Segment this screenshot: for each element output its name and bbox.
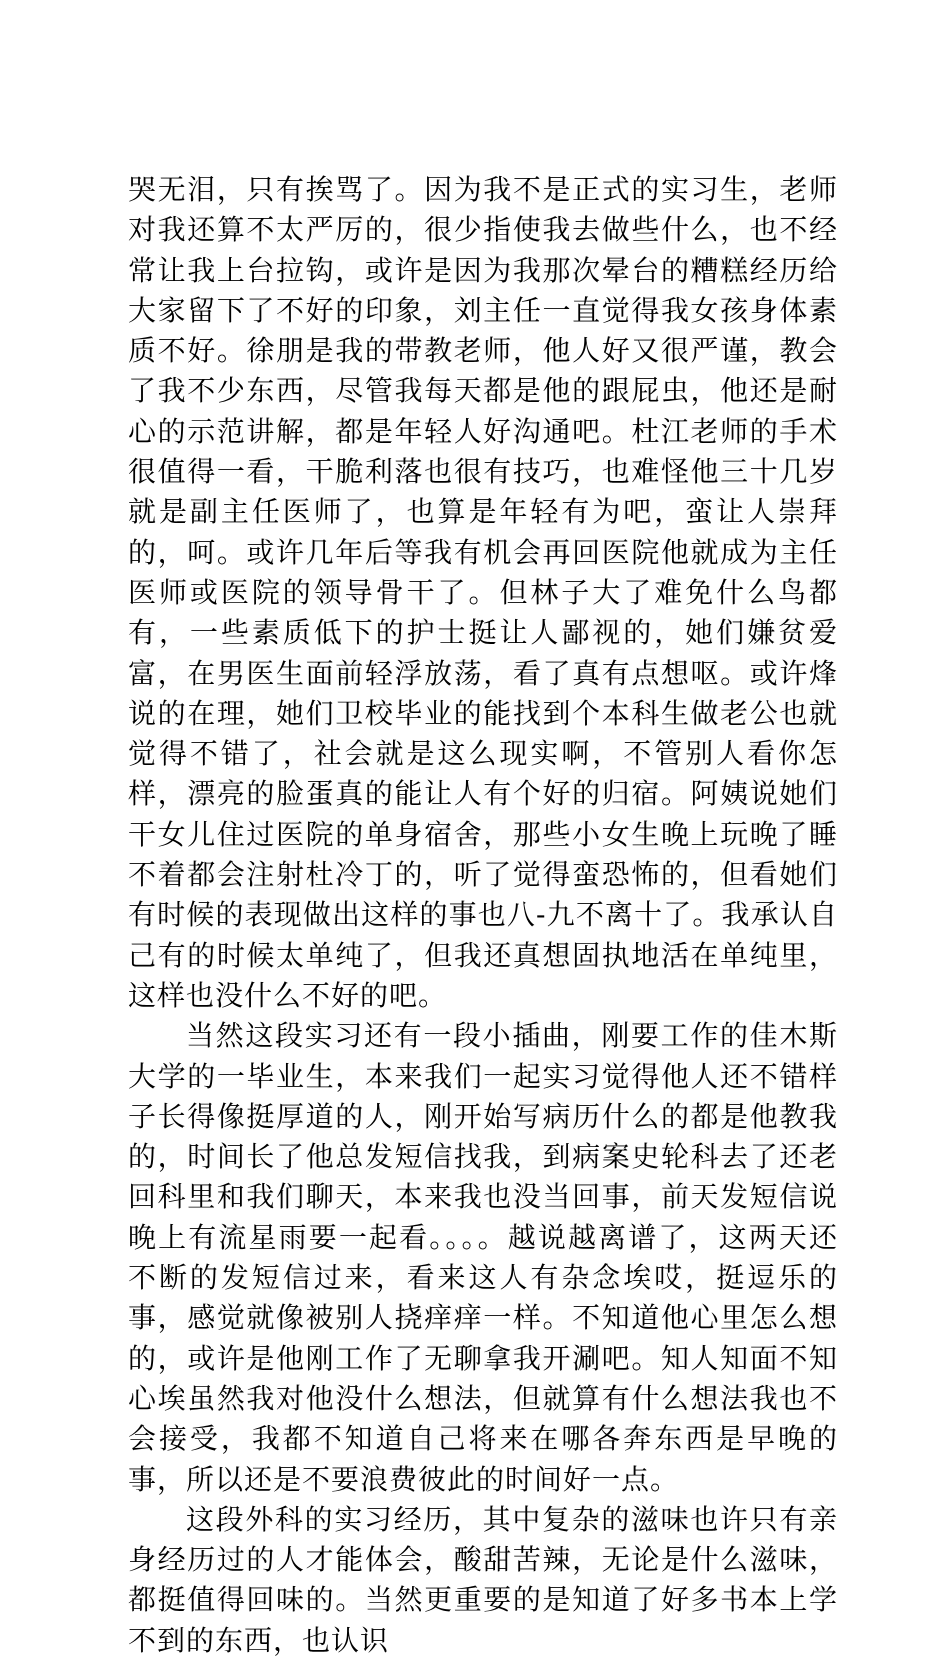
paragraph-1: 哭无泪，只有挨骂了。因为我不是正式的实习生，老师对我还算不太严厉的，很少指使我去做些什么，也不经常让我上台拉钩，或许是因为我那次晕台的糟糕经历给大家留下了不好的印象，刘主任一直觉得我女孩身体素质不好。徐朋是我的带教老师，他人好又很严谨，教会了我不少东西，尽管我每天都是他的跟屁虫，他还是耐心的示范讲解，都是年轻人好沟通吧。杜江老师的手术很值得一看，干脆利落也很有技巧，也难怪他三十几岁就是副主任医师了，也算是年轻有为吧，蛮让人崇拜的，呵。或许几年后等我有机会再回医院他就成为主任医师或医院的领导骨干了。但林子大了难免什么鸟都有，一些素质低下的护士挺让人鄙视的，她们嫌贫爱富，在男医生面前轻浮放荡，看了真有点想呕。或许烽说的在理，她们卫校毕业的能找到个本科生做老公也就觉得不错了，社会就是这么现实啊，不管别人看你怎样，漂亮的脸蛋真的能让人有个好的归宿。阿姨说她们干女儿住过医院的单身宿舍，那些小女生晚上玩晚了睡不着都会注射杜冷丁的，听了觉得蛮恐怖的，但看她们有时候的表现做出这样的事也八-九不离十了。我承认自己有的时候太单纯了，但我还真想固执地活在单纯里，这样也没什么不好的吧。 — [128, 173, 838, 1012]
paragraph-3: 这段外科的实习经历，其中复杂的滋味也许只有亲身经历过的人才能体会，酸甜苦辣，无论是什么滋味，都挺值得回味的。当然更重要的是知道了好多书本上学不到的东西，也认识 — [128, 1502, 838, 1657]
paragraph-2: 当然这段实习还有一段小插曲，刚要工作的佳木斯大学的一毕业生，本来我们一起实习觉得他人还不错样子长得像挺厚道的人，刚开始写病历什么的都是他教我的，时间长了他总发短信找我，到病案史轮科去了还老回科里和我们聊天，本来我也没当回事，前天发短信说晚上有流星雨要一起看。。。。越说越离谱了，这两天还不断的发短信过来，看来这人有杂念埃哎，挺逗乐的事，感觉就像被别人挠痒痒一样。不知道他心里怎么想的，或许是他刚工作了无聊拿我开涮吧。知人知面不知心埃虽然我对他没什么想法，但就算有什么想法我也不会接受，我都不知道自己将来在哪各奔东西是早晚的事，所以还是不要浪费彼此的时间好一点。 — [128, 1019, 838, 1496]
body-text — [128, 170, 838, 1661]
